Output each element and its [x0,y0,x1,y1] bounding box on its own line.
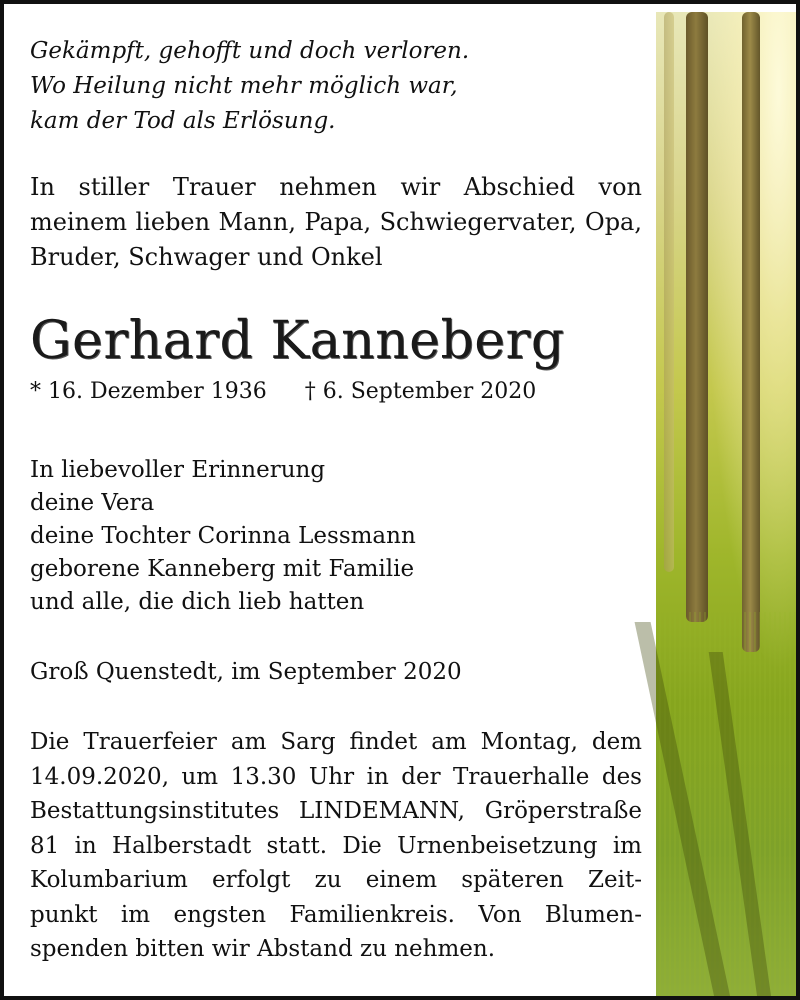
tree-trunk [742,12,760,652]
mourners-list [30,487,642,619]
tree-trunk [664,12,674,572]
poem-line: kam der Tod als Erlösung. [30,108,336,134]
deceased-name: Gerhard Kanneberg [30,311,565,371]
text-column [30,34,642,967]
ceremony-info [30,725,642,967]
ceremony-line: spenden bitten wir Abstand zu nehmen. [30,936,496,962]
ceremony-line: 14.09.2020, um 13.30 Uhr in der Trauerhalle des [30,763,642,790]
place-date: Groß Quenstedt, im September 2020 [30,659,462,685]
ceremony-line: Die Trauerfeier am Sarg findet am Montag, dem [30,729,642,755]
tree-trunk [686,12,708,622]
life-dates [30,377,642,407]
ceremony-line: 81 in Halberstadt statt. Die Urnenbeisetzung im [30,832,642,859]
poem-line: Gekämpft, gehofft und doch verloren. [30,38,470,64]
mourner-line: deine Vera [30,490,155,516]
mourner-line: und alle, die dich lieb hatten [30,589,365,615]
mourner-line: geborene Kanneberg mit Familie [30,556,415,582]
ceremony-line: punkt im engsten Familienkreis. Von Blumen- [30,901,642,928]
memory-label: In liebevoller Erinnerung [30,457,326,483]
mourner-line: deine Tochter Corinna Lessmann [30,523,416,549]
intro-text: In stiller Trauer nehmen wir Abschied von meinem lieben Mann, Papa, Schwiegervater, Opa, Bruder, Schwager und Onkel [30,173,642,271]
birth-date: * 16. Dezember 1936 [30,379,267,404]
death-date: † 6. September 2020 [304,379,537,404]
ceremony-line: Bestattungsinstitutes LINDEMANN, Gröperstraße [30,798,642,824]
poem-line: Wo Heilung nicht mehr möglich war, [30,73,458,99]
poem [30,34,642,139]
ceremony-line: Kolumbarium erfolgt zu einem späteren Zeit- [30,867,642,893]
forest-image [656,12,800,1000]
